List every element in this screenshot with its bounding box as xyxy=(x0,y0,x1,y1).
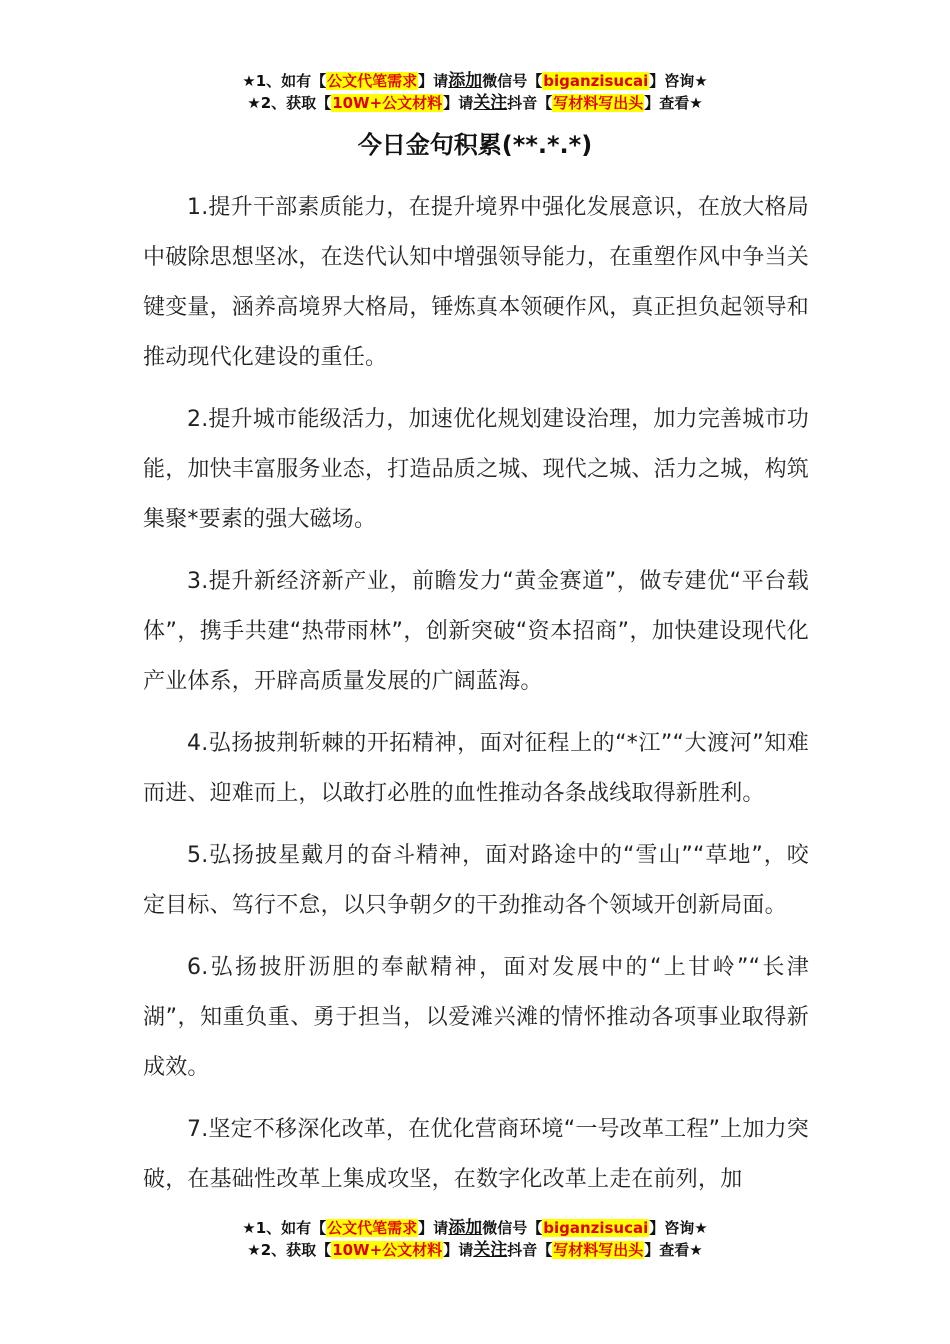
banner-text: 】查看★ xyxy=(644,94,703,112)
highlight-service: 公文代笔需求 xyxy=(327,72,418,90)
footer-banner xyxy=(0,1217,950,1261)
paragraph-2: 2.提升城市能级活力，加速优化规划建设治理，加力完善城市功能，加快丰富服务业态，打造品质之城、现代之城、活力之城，构筑集聚*要素的强大磁场。 xyxy=(143,407,810,532)
banner-text: 】咨询★ xyxy=(649,1219,708,1237)
banner-line-1 xyxy=(0,70,950,92)
highlight-service: 公文代笔需求 xyxy=(327,1219,418,1237)
paragraph-1: 1.提升干部素质能力，在提升境界中强化发展意识，在放大格局中破除思想坚冰，在迭代认知中增强领导能力，在重塑作风中争当关键变量，涵养高境界大格局，锤炼真本领硬作风，真正担负起领导和推动现代化建设的重任。 xyxy=(143,195,810,370)
banner-text: 】请 xyxy=(418,1219,449,1237)
highlight-douyin-account: 写材料写出头 xyxy=(553,1241,644,1259)
banner-text: 】请 xyxy=(443,1241,474,1259)
emphasis-follow: 关注 xyxy=(473,93,508,113)
banner-text: ★2、获取【 xyxy=(247,94,332,112)
banner-text: 抖音【 xyxy=(507,94,553,112)
banner-text: 微信号【 xyxy=(482,72,543,90)
banner-text: ★1、如有【 xyxy=(242,1219,327,1237)
banner-text: 抖音【 xyxy=(507,1241,553,1259)
emphasis-follow: 关注 xyxy=(473,1240,508,1260)
header-banner xyxy=(0,70,950,114)
highlight-materials: 10W+公文材料 xyxy=(332,1241,443,1259)
emphasis-add: 添加 xyxy=(448,1218,483,1238)
banner-text: 】请 xyxy=(443,94,474,112)
paragraph-3: 3.提升新经济新产业，前瞻发力“黄金赛道”，做专建优“平台载体”，携手共建“热带雨林”，创新突破“资本招商”，加快建设现代化产业体系，开辟高质量发展的广阔蓝海。 xyxy=(143,569,809,694)
banner-text: 】查看★ xyxy=(644,1241,703,1259)
paragraph-6: 6.弘扬披肝沥胆的奉献精神，面对发展中的“上甘岭”“长津湖”，知重负重、勇于担当，以爱滩兴滩的情怀推动各项事业取得新成效。 xyxy=(143,955,809,1080)
banner-text: 】请 xyxy=(418,72,449,90)
highlight-materials: 10W+公文材料 xyxy=(332,94,443,112)
paragraph-5: 5.弘扬披星戴月的奋斗精神，面对路途中的“雪山”“草地”，咬定目标、笃行不怠，以只争朝夕的干劲推动各个领域开创新局面。 xyxy=(143,843,809,918)
document-body xyxy=(143,183,809,1217)
highlight-wechat-id: biganzisucai xyxy=(543,1219,649,1237)
banner-line-2 xyxy=(0,92,950,114)
banner-line-2 xyxy=(0,1239,950,1261)
emphasis-add: 添加 xyxy=(448,71,483,91)
paragraph-7: 7.坚定不移深化改革，在优化营商环境“一号改革工程”上加力突破，在基础性改革上集成攻坚，在数字化改革上走在前列，加 xyxy=(143,1117,809,1192)
banner-text: 微信号【 xyxy=(482,1219,543,1237)
banner-line-1 xyxy=(0,1217,950,1239)
banner-text: ★1、如有【 xyxy=(242,72,327,90)
highlight-wechat-id: biganzisucai xyxy=(543,72,649,90)
highlight-douyin-account: 写材料写出头 xyxy=(553,94,644,112)
paragraph-4: 4.弘扬披荆斩棘的开拓精神，面对征程上的“*江”“大渡河”知难而进、迎难而上，以敢打必胜的血性推动各条战线取得新胜利。 xyxy=(143,731,809,806)
banner-text: ★2、获取【 xyxy=(247,1241,332,1259)
page-title: 今日金句积累(**.*.*) xyxy=(357,131,593,159)
banner-text: 】咨询★ xyxy=(649,72,708,90)
